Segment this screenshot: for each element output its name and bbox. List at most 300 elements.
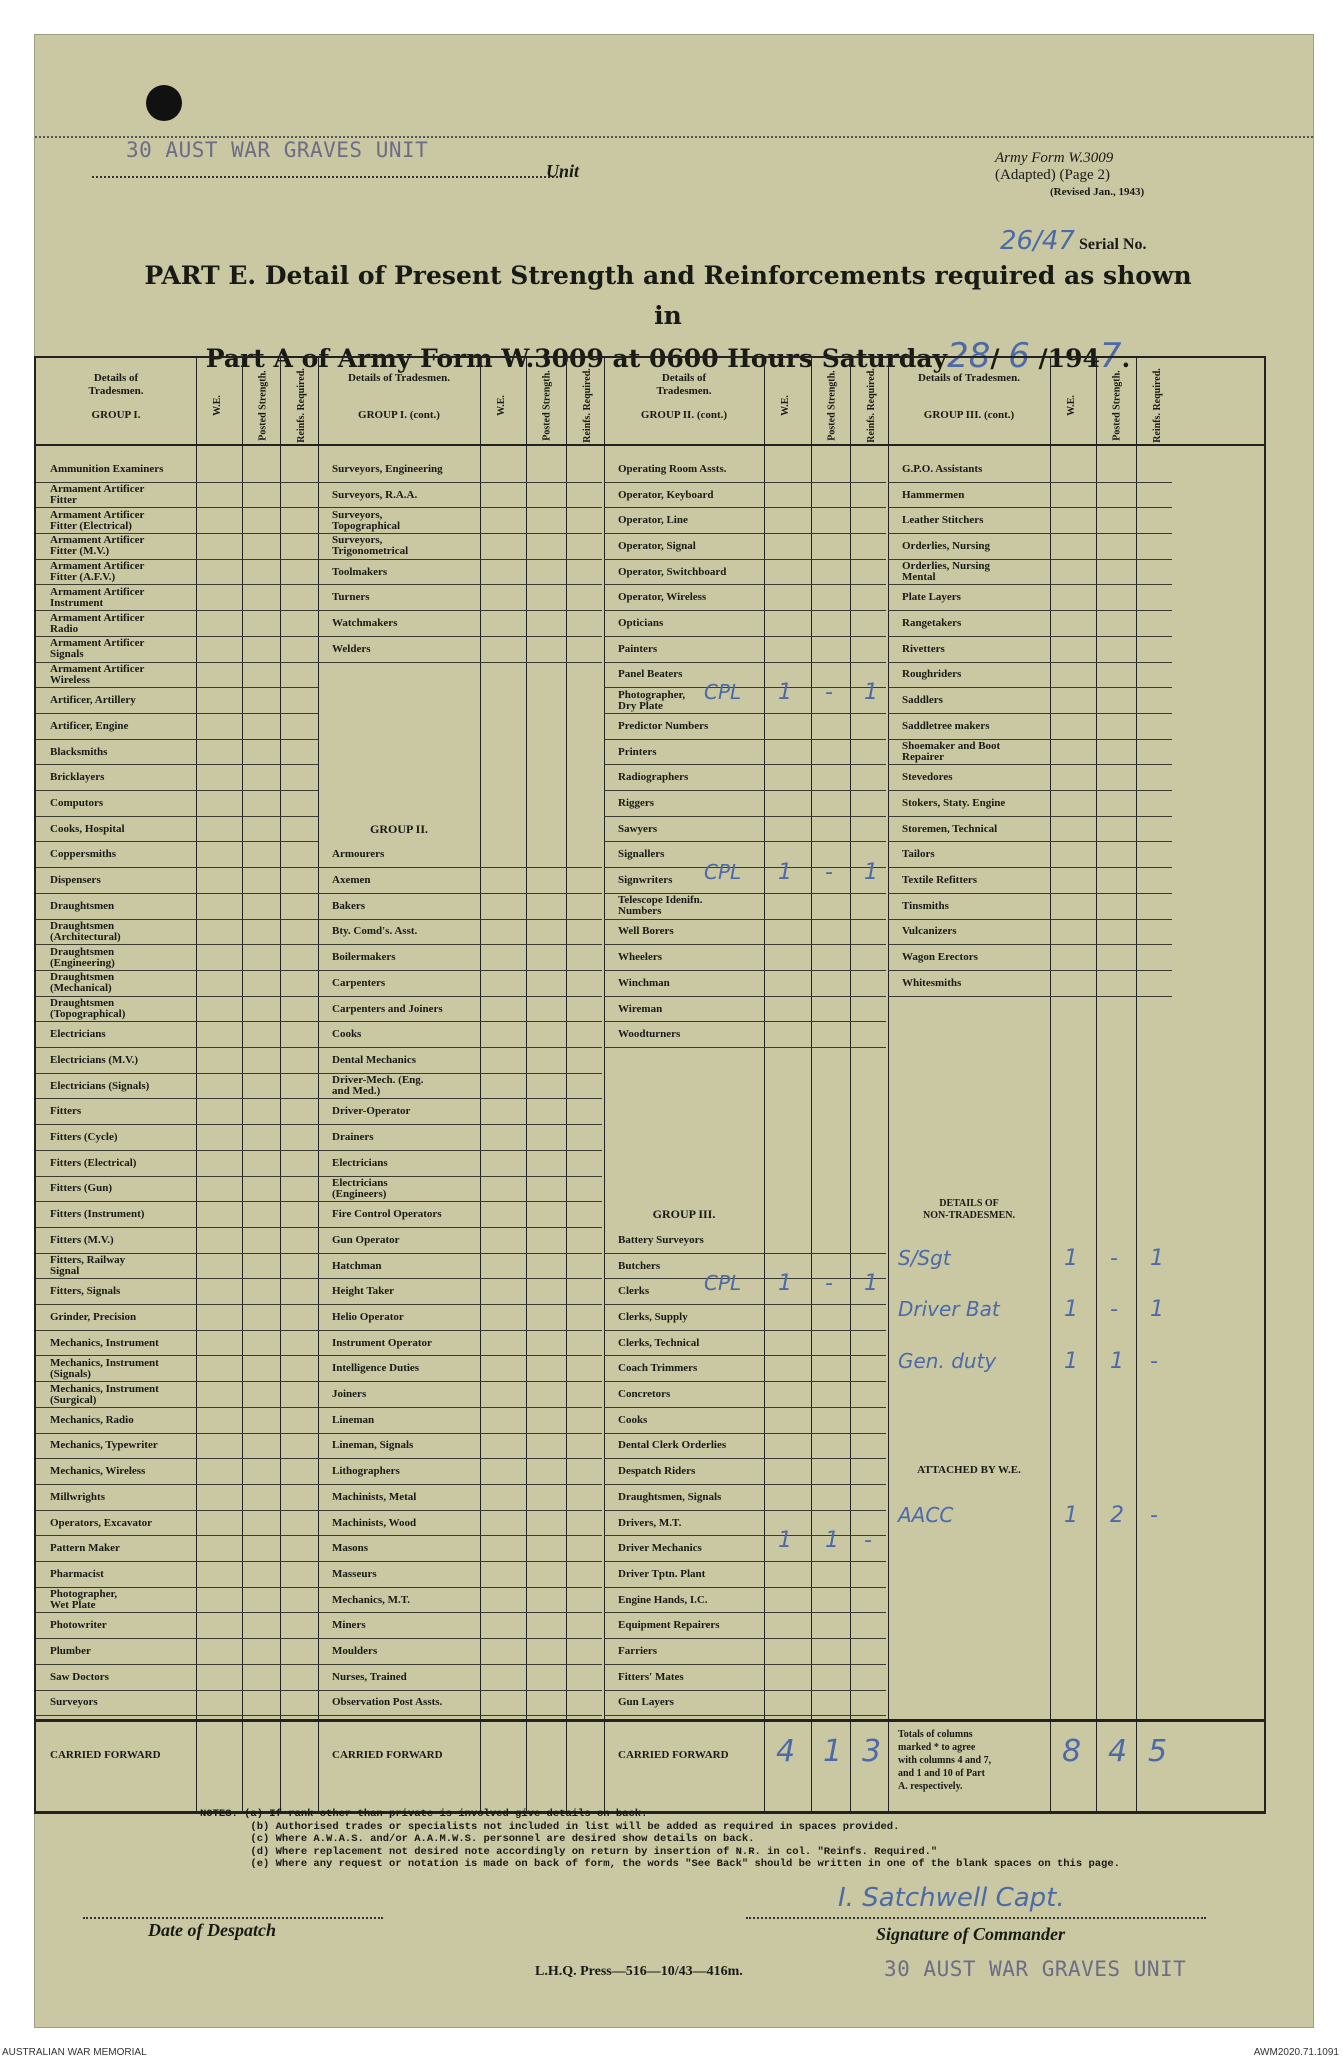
non-tradesman-3-rank: Gen. duty [898, 1348, 997, 1373]
table-row [36, 1459, 318, 1485]
group-3-heading: GROUP III. [652, 1207, 716, 1222]
note-line: (d) Where replacement not desired note accordingly on return by insertion of N.R. in col. "Reinfs. Required." [200, 1845, 938, 1858]
form-reference [995, 150, 1144, 201]
table-row [888, 508, 1172, 534]
table-row [604, 971, 886, 997]
table-row [604, 457, 886, 483]
carried-forward-label: CARRIED FORWARD [332, 1749, 443, 1761]
trade-label: Signallers [618, 848, 665, 861]
table-row [888, 457, 1172, 483]
header-reinfs-text: Reinfs. Required. [581, 367, 593, 443]
trade-label: Millwrights [50, 1490, 105, 1503]
table-row [318, 1202, 602, 1228]
totals-note: Totals of columns marked * to agree with columns 4 and 7, and 1 and 10 of Part A. respectively. [898, 1729, 992, 1792]
non-tradesman-1-rank: S/Sgt [898, 1245, 951, 1270]
table-row [318, 1254, 602, 1280]
table-row [36, 920, 318, 946]
table-row [604, 1639, 886, 1665]
form-revised: (Revised Jan., 1943) [1050, 186, 1145, 198]
table-row [36, 791, 318, 817]
table-row [36, 971, 318, 997]
archive-credit: AUSTRALIAN WAR MEMORIAL [2, 2047, 147, 2058]
note-line: (e) Where any request or notation is made on back of form, the words "See Back" should be written in one of the blank spaces on this page. [200, 1858, 1120, 1871]
header-we-text: W.E. [779, 394, 791, 416]
carried-forward-total: 1 [823, 1734, 843, 1769]
table-row [36, 740, 318, 766]
table-row [36, 534, 318, 560]
date-year-digit: 7 [1099, 336, 1122, 376]
table-row [36, 457, 318, 483]
table-row [318, 1074, 602, 1100]
table-row [318, 1511, 602, 1537]
table-row [318, 611, 602, 637]
table-row [318, 1125, 602, 1151]
trade-label: Predictor Numbers [618, 719, 709, 732]
table-row [888, 791, 1172, 817]
trade-label: Surveyors, Engineering [332, 462, 443, 475]
header-we-text: W.E. [211, 394, 223, 416]
trade-label: Armament Artificer Fitter (Electrical) [50, 508, 145, 532]
trade-label: Mechanics, Instrument [50, 1336, 159, 1349]
trade-label: Fitters, Signals [50, 1285, 121, 1298]
signwriters-entry-rank: CPL [704, 860, 742, 885]
table-row [36, 714, 318, 740]
table-row [36, 611, 318, 637]
table-row [318, 483, 602, 509]
trade-label: Mechanics, Instrument (Signals) [50, 1356, 159, 1380]
signwriters-entry-value: - [825, 860, 833, 886]
table-row [36, 1485, 318, 1511]
trade-label: Winchman [618, 976, 670, 989]
table-row [604, 560, 886, 586]
table-row [318, 637, 602, 663]
table-row [318, 1331, 602, 1357]
title-end: . [1121, 344, 1131, 373]
table-row [604, 663, 886, 689]
table-row [604, 997, 886, 1023]
trade-label: Bty. Comd's. Asst. [332, 925, 418, 938]
trade-label: Photographer, Wet Plate [50, 1588, 118, 1612]
trade-label: Watchmakers [332, 617, 398, 630]
notes [200, 1808, 1120, 1871]
totals-rule [36, 1719, 1264, 1722]
header-we [1054, 370, 1088, 440]
carried-forward-label: CARRIED FORWARD [50, 1749, 161, 1761]
signwriters-entry-value: 1 [864, 860, 878, 886]
trade-label: Draughtsmen [50, 899, 115, 912]
trade-label: Machinists, Wood [332, 1516, 417, 1529]
trade-label: Helio Operator [332, 1310, 404, 1323]
table-row [36, 817, 318, 843]
final-total: 8 [1062, 1734, 1082, 1769]
table-row [318, 894, 602, 920]
trade-label: Butchers [618, 1259, 661, 1272]
table-row [318, 843, 602, 869]
table-row [318, 971, 602, 997]
header-group-4: GROUP III. (cont.) [923, 409, 1015, 421]
trade-label: Opticians [618, 617, 664, 630]
table-row [318, 1614, 602, 1640]
trade-label: Roughriders [902, 668, 962, 681]
table-row [318, 868, 602, 894]
trade-label: Tinsmiths [902, 899, 949, 912]
trade-label: Cooks [618, 1413, 648, 1426]
table-row [888, 868, 1172, 894]
trade-label: Toolmakers [332, 565, 388, 578]
trade-label: Driver Tptn. Plant [618, 1567, 706, 1580]
date-year: 194 [1047, 344, 1100, 373]
table-row [888, 663, 1172, 689]
signwriters-entry-value: 1 [778, 860, 792, 886]
table-row [36, 894, 318, 920]
trade-label: Armament Artificer Fitter (M.V.) [50, 534, 145, 558]
group-2-heading: GROUP II. [369, 821, 428, 836]
trade-label: Surveyors, Topographical [332, 508, 401, 532]
trade-label: Orderlies, Nursing Mental [902, 560, 990, 584]
table-row [318, 1459, 602, 1485]
table-row [604, 1331, 886, 1357]
table-row [318, 1305, 602, 1331]
trade-label: Bricklayers [50, 771, 105, 784]
trade-label: Carpenters and Joiners [332, 1002, 443, 1015]
clerks-entry-rank: CPL [704, 1271, 742, 1296]
table-row [888, 817, 1172, 843]
header-details-4: Details of Tradesmen. [918, 372, 1020, 384]
trade-label: Armourers [332, 848, 385, 861]
table-row [36, 1125, 318, 1151]
trade-label: Axemen [332, 874, 371, 887]
trade-label: Fitters (Electrical) [50, 1156, 137, 1169]
header-reinfs [854, 367, 888, 443]
trade-label: Rivetters [902, 642, 945, 655]
trade-label: Blacksmiths [50, 745, 108, 758]
table-row [888, 843, 1172, 869]
trade-label: Electricians (Signals) [50, 1079, 150, 1092]
table-row [36, 1408, 318, 1434]
trade-label: Masseurs [332, 1567, 377, 1580]
trade-label: Sawyers [618, 822, 658, 835]
title-line-1: PART E. Detail of Present Strength and Reinforcements required as shown in [144, 261, 1192, 330]
non-tradesman-1-value: - [1110, 1245, 1118, 1271]
trade-label: Draughtsmen (Topographical) [50, 997, 126, 1021]
attached-entry-value: 1 [1064, 1502, 1078, 1528]
header-reinfs-text: Reinfs. Required. [295, 367, 307, 443]
trade-label: Armament Artificer Instrument [50, 585, 145, 609]
trade-label: Operators, Excavator [50, 1516, 153, 1529]
trade-label: Dental Mechanics [332, 1053, 417, 1066]
non-tradesman-3-value: - [1150, 1348, 1158, 1374]
trade-label: Pattern Maker [50, 1542, 120, 1555]
trade-label: Coppersmiths [50, 848, 117, 861]
table-row [36, 1048, 318, 1074]
trade-label: Fitters [50, 1105, 82, 1118]
trade-label: Lithographers [332, 1465, 400, 1478]
trade-label: Operator, Signal [618, 539, 696, 552]
trade-label: Surveyors, R.A.A. [332, 488, 418, 501]
trade-label: Mechanics, Wireless [50, 1465, 146, 1478]
commander-signature: I. Satchwell Capt. [838, 1883, 1065, 1913]
table-row [888, 765, 1172, 791]
header-posted-text: Posted Strength. [826, 369, 838, 441]
non-tradesman-3-value: 1 [1064, 1348, 1078, 1374]
table-row [36, 945, 318, 971]
table-row [604, 791, 886, 817]
trade-label: Despatch Riders [618, 1465, 696, 1478]
trade-label: Wireman [618, 1002, 663, 1015]
trade-label: Saw Doctors [50, 1670, 109, 1683]
table-row [888, 688, 1172, 714]
date-month: 6 [1008, 336, 1030, 376]
table-row [318, 1536, 602, 1562]
table-row [888, 894, 1172, 920]
trade-label: Painters [618, 642, 658, 655]
table-row [36, 560, 318, 586]
table-row [318, 997, 602, 1023]
table-row [604, 508, 886, 534]
header-reinfs [570, 367, 604, 443]
table-row [318, 534, 602, 560]
trade-label: Textile Refitters [902, 874, 978, 887]
trade-label: Operator, Keyboard [618, 488, 714, 501]
trade-label: Gun Layers [618, 1696, 674, 1709]
trade-label: Operator, Wireless [618, 591, 707, 604]
trade-label: Farriers [618, 1645, 658, 1658]
date-sep: / [990, 344, 1000, 373]
table-row [604, 1665, 886, 1691]
trade-label: Observation Post Assts. [332, 1696, 443, 1709]
header-group-2: GROUP I. (cont.) [358, 409, 440, 421]
trade-label: Welders [332, 642, 371, 655]
form-adapted: (Adapted) (Page 2) [995, 167, 1110, 183]
trade-label: Machinists, Metal [332, 1490, 417, 1503]
table-row [36, 1639, 318, 1665]
table-row [604, 534, 886, 560]
trade-label: Computors [50, 796, 104, 809]
signature-label: Signature of Commander [876, 1924, 1066, 1944]
trade-label: Photographer, Dry Plate [618, 688, 686, 712]
table-row [318, 1562, 602, 1588]
table-row [36, 1434, 318, 1460]
table-row [36, 1562, 318, 1588]
press-mark: L.H.Q. Press—516—10/43—416m. [535, 1964, 743, 1979]
trade-label: Wheelers [618, 951, 662, 964]
non-tradesman-2-value: 1 [1064, 1297, 1078, 1323]
trade-label: Panel Beaters [618, 668, 683, 681]
strength-table [34, 356, 1266, 1814]
table-row [36, 1177, 318, 1203]
table-row [36, 1151, 318, 1177]
table-row [318, 920, 602, 946]
trade-label: Woodturners [618, 1028, 681, 1041]
trade-label: Driver Mechanics [618, 1542, 702, 1555]
date-day: 28 [947, 336, 991, 376]
table-row [888, 483, 1172, 509]
trade-label: Hammermen [902, 488, 965, 501]
table-row [318, 1228, 602, 1254]
trade-label: Masons [332, 1542, 369, 1555]
table-row [36, 997, 318, 1023]
table-row [318, 1177, 602, 1203]
trade-label: Vulcanizers [902, 925, 957, 938]
non-tradesman-1-value: 1 [1150, 1245, 1164, 1271]
clerks-entry-value: - [825, 1271, 833, 1297]
trade-label: Electricians [50, 1028, 106, 1041]
non-tradesman-2-value: 1 [1150, 1297, 1164, 1323]
serial-number [1000, 226, 1146, 256]
trade-label: Boilermakers [332, 951, 396, 964]
table-row [318, 508, 602, 534]
trade-label: Mechanics, M.T. [332, 1593, 411, 1606]
table-row [318, 560, 602, 586]
trade-label: Intelligence Duties [332, 1362, 420, 1375]
trade-label: Height Taker [332, 1285, 395, 1298]
trade-label: Mechanics, Typewriter [50, 1439, 158, 1452]
photographer-entry-rank: CPL [704, 680, 742, 705]
table-row [36, 508, 318, 534]
table-row [36, 765, 318, 791]
header-we [200, 370, 234, 440]
trade-label: Operator, Switchboard [618, 565, 727, 578]
attached-entry-value: - [1150, 1502, 1158, 1528]
header-details-3: Details of Tradesmen. [656, 372, 712, 397]
trade-label: Rangetakers [902, 617, 962, 630]
header-posted [1100, 370, 1134, 440]
table-row [604, 1588, 886, 1614]
trade-label: Coach Trimmers [618, 1362, 698, 1375]
trade-label: Leather Stitchers [902, 514, 984, 527]
table-row [604, 1485, 886, 1511]
final-total: 4 [1108, 1734, 1128, 1769]
trade-label: Stokers, Staty. Engine [902, 796, 1006, 809]
trade-label: Surveyors, Trigonometrical [332, 534, 409, 558]
table-row [36, 1614, 318, 1640]
table-row [604, 894, 886, 920]
archive-id: AWM2020.71.1091 [1253, 2047, 1339, 2058]
trade-label: Operating Room Assts. [618, 462, 727, 475]
despatch-line [83, 1917, 383, 1919]
trade-label: Ammunition Examiners [50, 462, 164, 475]
note-line: (b) Authorised trades or specialists not included in list will be added as required in spaces provided. [200, 1820, 900, 1833]
header-posted-text: Posted Strength. [257, 369, 269, 441]
trade-label: Clerks, Supply [618, 1310, 688, 1323]
trade-label: Armament Artificer Fitter [50, 483, 145, 507]
trade-label: Draughtsmen (Mechanical) [50, 971, 115, 995]
table-row [604, 586, 886, 612]
table-row [36, 1074, 318, 1100]
trade-label: Saddlers [902, 694, 943, 707]
table-row [604, 1562, 886, 1588]
table-row [888, 611, 1172, 637]
trade-label: Fitters (Cycle) [50, 1131, 118, 1144]
signature-stamp: 30 AUST WAR GRAVES UNIT [884, 1957, 1187, 1981]
table-row [888, 971, 1172, 997]
table-row [36, 1254, 318, 1280]
table-row [36, 1305, 318, 1331]
table-row [604, 1357, 886, 1383]
trade-label: Clerks, Technical [618, 1336, 700, 1349]
trade-label: Electricians [332, 1156, 388, 1169]
photographer-entry-value: 1 [778, 680, 792, 706]
trade-label: Well Borers [618, 925, 674, 938]
trade-label: Artificer, Engine [50, 719, 129, 732]
header-we [768, 370, 802, 440]
trade-label: Photowriter [50, 1619, 107, 1632]
table-row [604, 740, 886, 766]
serial-label: Serial No. [1078, 236, 1147, 253]
trade-label: Orderlies, Nursing [902, 539, 990, 552]
note-line: NOTES.—(a) If rank other than private is involved give details on back. [200, 1808, 648, 1820]
final-total: 5 [1148, 1734, 1168, 1769]
unit-label: Unit [546, 161, 580, 181]
trade-label: Radiographers [618, 771, 689, 784]
header-posted [815, 370, 849, 440]
trade-label: Saddletree makers [902, 719, 990, 732]
table-row [604, 483, 886, 509]
title-line-2-text: Part A of Army Form W.3009 at 0600 Hours Saturday [205, 344, 948, 373]
header-we-text: W.E. [1065, 394, 1077, 416]
header-reinfs-text: Reinfs. Required. [865, 367, 877, 443]
table-row [604, 868, 886, 894]
trade-label: Battery Surveyors [618, 1233, 704, 1246]
header-posted [530, 370, 564, 440]
non-tradesman-3-value: 1 [1110, 1348, 1124, 1374]
table-row [604, 920, 886, 946]
form-number: Army Form W.3009 [995, 150, 1114, 166]
attached-entry-rank: AACC [898, 1502, 954, 1527]
trade-label: Driver-Operator [332, 1105, 411, 1118]
non-tradesmen-heading: DETAILS OF NON-TRADESMEN. [923, 1198, 1015, 1222]
unit-line [92, 176, 562, 178]
table-row [604, 1536, 886, 1562]
table-row [36, 1382, 318, 1408]
table-row [318, 1279, 602, 1305]
trade-label: Gun Operator [332, 1233, 400, 1246]
table-row [36, 1357, 318, 1383]
table-row [36, 1331, 318, 1357]
trade-label: Electricians (M.V.) [50, 1053, 139, 1066]
header-group-3: GROUP II. (cont.) [640, 409, 728, 421]
table-row [604, 843, 886, 869]
table-row [888, 740, 1172, 766]
trade-label: Shoemaker and Boot Repairer [902, 740, 1001, 764]
header-we-text: W.E. [495, 394, 507, 416]
table-row [318, 1357, 602, 1383]
trade-label: Fitters' Mates [618, 1670, 684, 1683]
table-row [604, 1511, 886, 1537]
trade-label: Plate Layers [902, 591, 961, 604]
table-row [604, 1614, 886, 1640]
trade-label: Instrument Operator [332, 1336, 432, 1349]
trade-label: Draughtsmen (Engineering) [50, 945, 115, 969]
non-tradesman-2-value: - [1110, 1297, 1118, 1323]
trade-label: Equipment Repairers [618, 1619, 720, 1632]
table-row [36, 1665, 318, 1691]
trade-label: Mechanics, Radio [50, 1413, 134, 1426]
header-we [484, 370, 518, 440]
trade-label: Signwriters [618, 874, 673, 887]
signature-line [746, 1917, 1206, 1919]
table-row [604, 1382, 886, 1408]
table-row [36, 843, 318, 869]
trade-label: Dental Clerk Orderlies [618, 1439, 727, 1452]
table-row [604, 765, 886, 791]
trade-label: Mechanics, Instrument (Surgical) [50, 1382, 159, 1406]
trade-label: Moulders [332, 1645, 378, 1658]
table-row [604, 1459, 886, 1485]
trade-label: Armament Artificer Signals [50, 637, 145, 661]
carried-forward-label: CARRIED FORWARD [618, 1749, 729, 1761]
table-row [36, 1022, 318, 1048]
